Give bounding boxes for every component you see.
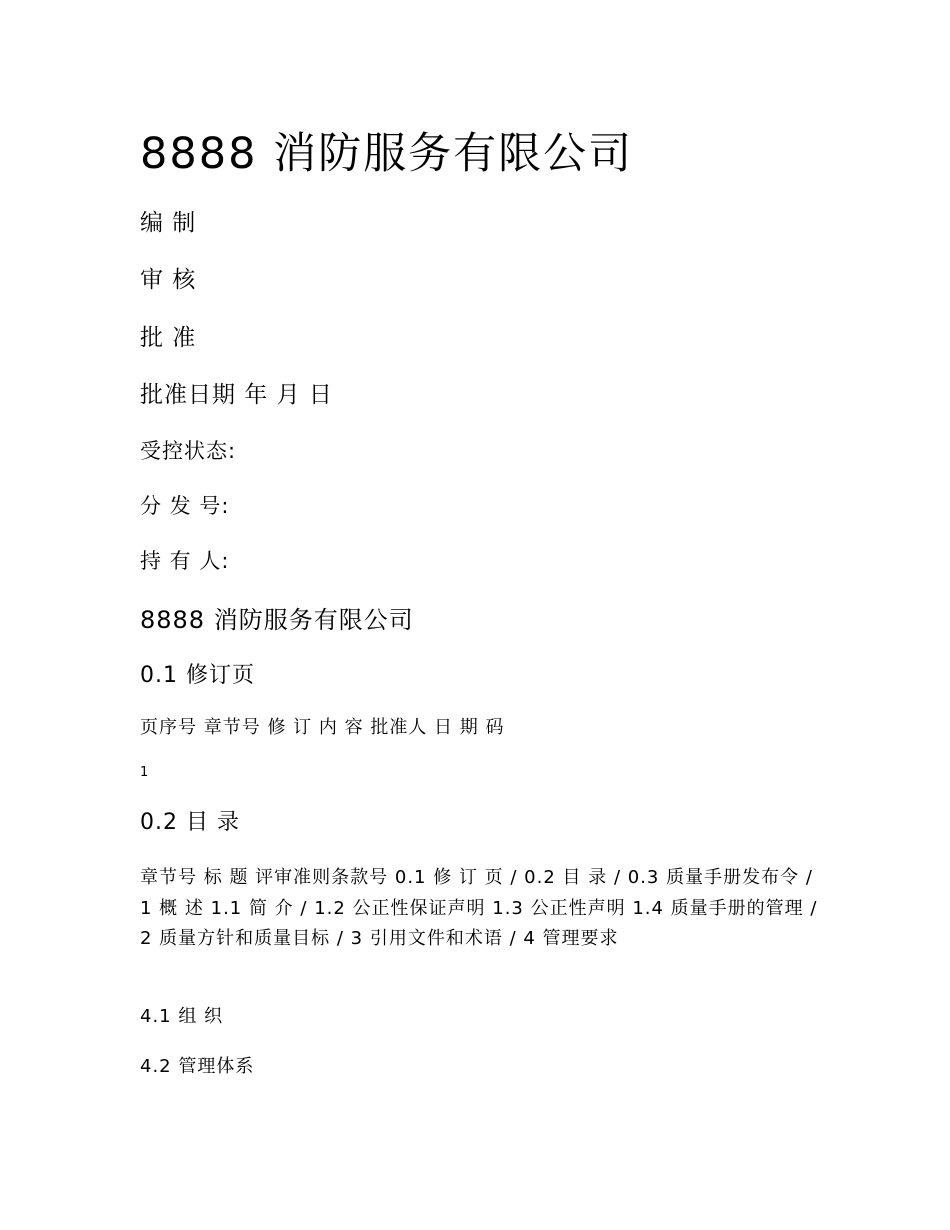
revision-page-number: 1 xyxy=(140,765,149,780)
document-title: 8888 消防服务有限公司 xyxy=(140,129,634,179)
compile-field: 编 制 xyxy=(140,210,197,236)
toc-item-organization: 4.1 组 织 xyxy=(140,1006,224,1027)
control-status-field: 受控状态: xyxy=(140,439,237,463)
approve-field: 批 准 xyxy=(140,325,197,351)
approval-date-field: 批准日期 年 月 日 xyxy=(140,382,333,408)
toc-section-heading: 0.2 目 录 xyxy=(140,810,240,835)
revision-table-header: 页序号 章节号 修 订 内 容 批准人 日 期 码 xyxy=(140,717,505,738)
holder-field: 持 有 人: xyxy=(140,549,230,573)
distribution-number-field: 分 发 号: xyxy=(140,494,230,518)
toc-item-management-system: 4.2 管理体系 xyxy=(140,1056,255,1077)
review-field: 审 核 xyxy=(140,267,197,293)
revision-section-heading: 0.1 修订页 xyxy=(140,663,255,688)
company-name-repeat: 8888 消防服务有限公司 xyxy=(140,606,414,634)
toc-paragraph: 章节号 标 题 评审准则条款号 0.1 修 订 页 / 0.2 目 录 / 0.3 质量手册发布令 / 1 概 述 1.1 简 介 / 1.2 公正性保证声明 1.3 公正性声明 1.4 质量手册的管理 / 2 质量方针和质量目标 / 3 引用文件和术语 / 4 管理要求 xyxy=(140,867,818,949)
